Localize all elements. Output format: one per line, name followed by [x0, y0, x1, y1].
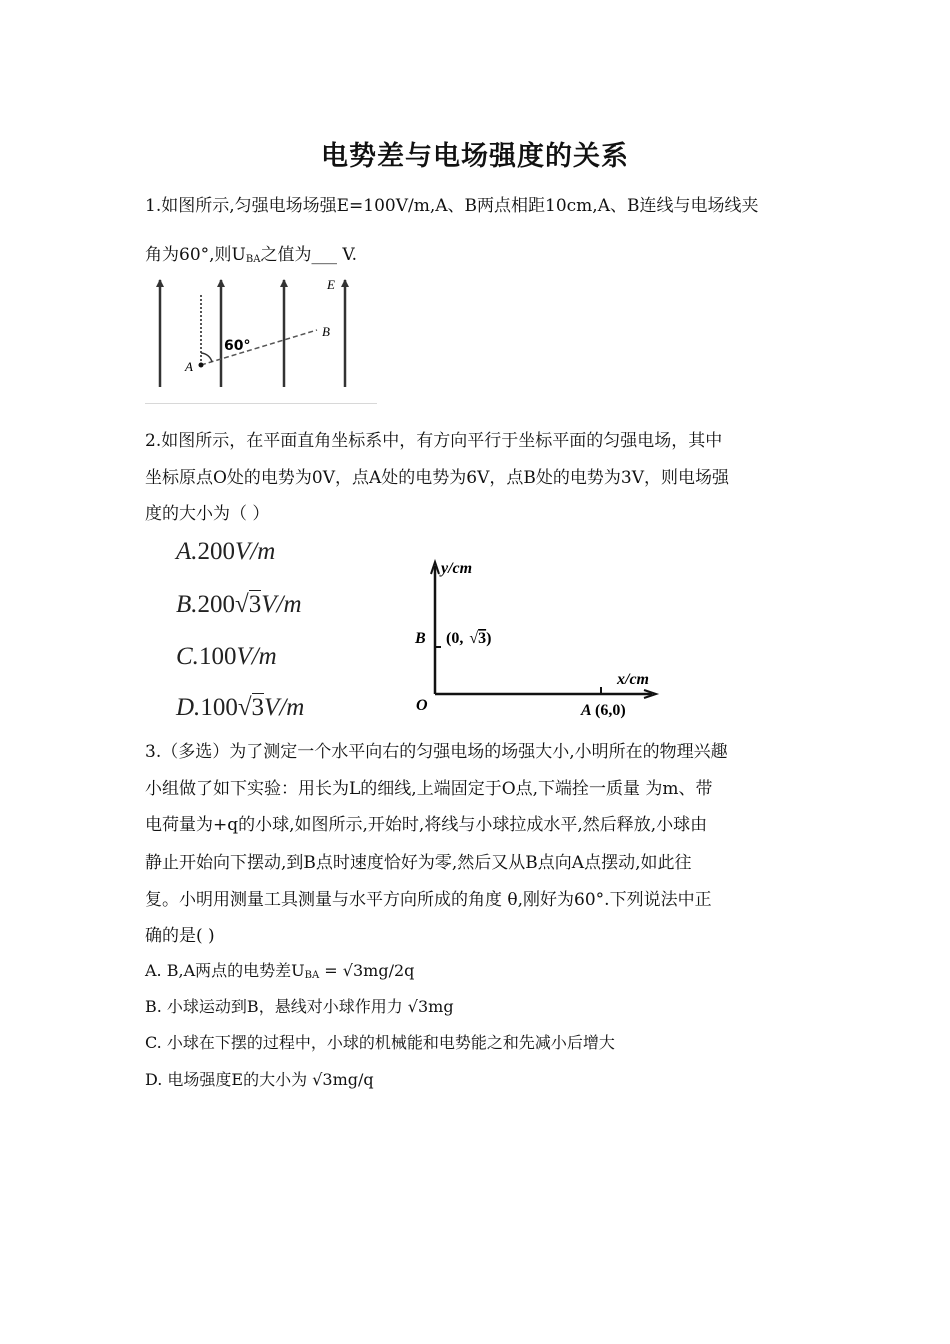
- q3-option-d: D. 电场强度E的大小为 √3mg/q: [145, 1070, 374, 1089]
- q3-option-a: A. B,A两点的电势差$U_{BA} = √3mg/2q$: [145, 961, 415, 981]
- dashed-ab: [201, 330, 317, 365]
- q1-line2: [145, 240, 357, 265]
- divider: [145, 403, 377, 404]
- q3-line3: 电荷量为+q的小球,如图所示,开始时,将线与小球拉成水平,然后释放,小球由: [145, 815, 708, 835]
- q3-line4: 静止开始向下摆动,到B点时速度恰好为零,然后又从B点向A点摆动,如此往: [145, 853, 692, 873]
- point-b-label: B: [415, 630, 426, 647]
- q2-option-b: B.200√3V/m: [176, 591, 302, 618]
- q2-line2: 坐标原点O处的电势为0V，点A处的电势为6V，点B处的电势为3V，则电场强: [145, 468, 729, 488]
- y-axis-label: y/cm: [441, 560, 473, 577]
- sqrt-sign: √: [237, 694, 252, 721]
- q3-option-c: C. 小球在下摆的过程中，小球的机械能和电势能之和先减小后增大: [145, 1033, 615, 1052]
- q3-option-b: B. 小球运动到B，悬线对小球作用力 √3mg: [145, 997, 454, 1016]
- q2-line3: 度的大小为（ ）: [145, 504, 270, 524]
- q1-line2-a: 角为60°,则U: [145, 245, 246, 265]
- q3-line1: 3.（多选）为了测定一个水平向右的匀强电场的场强大小,小明所在的物理兴趣: [145, 742, 728, 762]
- point-a-label: A: [581, 702, 592, 719]
- q1-line1: 1.如图所示,匀强电场场强E=100V/m,A、B两点相距10cm,A、B连线与电场线夹: [145, 196, 759, 216]
- q3-subscript-ba: BA: [304, 970, 320, 981]
- angle-label: 60°: [224, 338, 251, 354]
- q2-option-a: A.200V/m: [176, 538, 276, 565]
- origin-label: O: [416, 697, 428, 714]
- q3-line2: 小组做了如下实验：用长为L的细线,上端固定于O点,下端拴一质量 为m、带: [145, 779, 713, 799]
- q2-coordinate-figure: [410, 552, 670, 727]
- q1-subscript-ba: BA: [245, 254, 261, 265]
- q2-line1: 2.如图所示，在平面直角坐标系中，有方向平行于坐标平面的匀强电场，其中: [145, 431, 723, 451]
- label-a: A: [185, 359, 193, 374]
- q2-option-d: D.100√3V/m: [176, 694, 305, 721]
- label-b: B: [322, 324, 330, 339]
- q1-line2-b: 之值为___ V.: [260, 245, 358, 265]
- page-title: 电势差与电场强度的关系: [321, 141, 629, 172]
- angle-arc: [201, 353, 212, 362]
- point-b-coord: (0, √3): [446, 630, 492, 647]
- x-axis-label: x/cm: [617, 671, 649, 688]
- sqrt-sign: √: [235, 591, 249, 618]
- point-a-coord: (6,0): [595, 702, 626, 719]
- q1-field-figure: [145, 270, 385, 400]
- q2-option-c: C.100V/m: [176, 643, 277, 670]
- q3-line6: 确的是( ): [145, 926, 215, 946]
- point-a: [199, 363, 204, 368]
- label-e: E: [327, 277, 335, 292]
- q3-line5: 复。小明用测量工具测量与水平方向所成的角度 θ,刚好为60°.下列说法中正: [145, 890, 712, 910]
